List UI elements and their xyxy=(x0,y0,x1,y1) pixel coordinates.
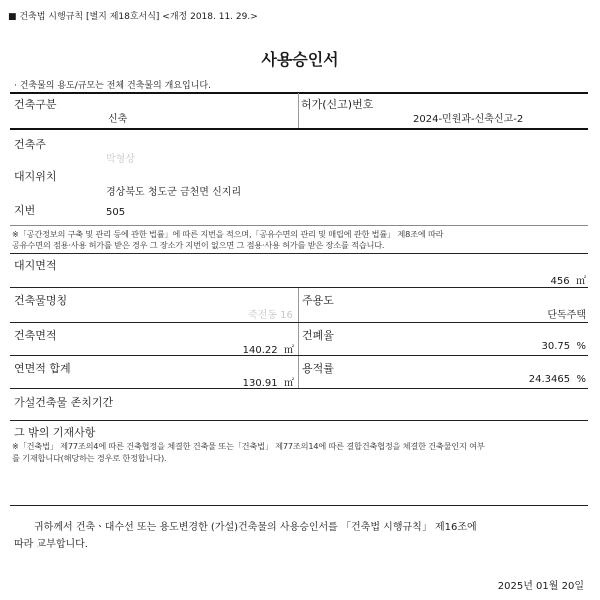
lot-number-value: 505 xyxy=(106,207,126,218)
site-location-label: 대지위치 xyxy=(14,170,57,183)
issue-date: 2025년 01월 20일 xyxy=(497,581,584,592)
site-location-part: 경상북도 청도군 금천면 신지리 xyxy=(106,187,242,198)
building-area-label: 건축면적 xyxy=(14,329,57,342)
total-floor-area-label: 연면적 합계 xyxy=(14,362,71,375)
divider-before-notes xyxy=(10,420,588,421)
permit-number-label: 허가(신고)번호 xyxy=(301,98,374,111)
statement-line2: 따라 교부합니다. xyxy=(14,539,88,550)
total-floor-area-value xyxy=(200,374,294,389)
floor-area-ratio-number: 24.3465 xyxy=(528,374,571,385)
coverage-ratio-unit: % xyxy=(576,341,586,352)
lot-number-label: 지번 xyxy=(14,204,36,217)
intro-note: · 건축물의 용도/규모는 전체 건축물의 개요입니다. xyxy=(14,81,211,91)
row-name-divider xyxy=(298,288,299,322)
site-area-unit: ㎡ xyxy=(576,276,586,287)
row1-divider xyxy=(298,93,299,128)
divider-after-site-area xyxy=(10,287,588,288)
row-area-divider xyxy=(298,323,299,355)
statement-line1: 귀하께서 건축ㆍ대수선 또는 용도변경한 (가설)건축물의 사용승인서를 「건축법 시행규칙」 제16조에 xyxy=(34,522,477,533)
temporary-period-label: 가설건축물 존치기간 xyxy=(14,396,114,409)
building-name-value: 죽전동 16 xyxy=(248,310,293,321)
other-notes-label: 그 밖의 기재사항 xyxy=(14,426,96,439)
site-area-label: 대지면적 xyxy=(14,259,57,272)
building-area-value xyxy=(200,341,294,356)
divider-after-floor xyxy=(10,388,588,389)
lot-note-line1: ※「공간정보의 구축 및 관리 등에 관한 법률」에 따른 지번을 적으며,「공유수면의 관리 및 매립에 관한 법률」 제8조에 따라 xyxy=(12,229,444,239)
divider-after-lot-note xyxy=(10,253,588,254)
form-reference: ■ 건축법 시행규칙 [별지 제18호서식] <개정 2018. 11. 29.> xyxy=(8,12,258,22)
row-floor-divider xyxy=(298,356,299,388)
floor-area-ratio-unit: % xyxy=(576,374,586,385)
coverage-ratio-label: 건폐율 xyxy=(302,329,334,342)
building-area-unit: ㎡ xyxy=(284,345,294,356)
other-note-line2: 를 기재합니다(해당하는 경우로 한정합니다). xyxy=(12,453,167,463)
building-name-label: 건축물명칭 xyxy=(14,294,68,307)
lot-note-line2: 공유수면의 점용·사용 허가를 받은 경우 그 장소가 지번이 없으면 그 점용·사용 허가를 받은 장소를 적습니다. xyxy=(12,240,385,250)
top-border xyxy=(10,92,588,94)
main-use-label: 주용도 xyxy=(302,294,334,307)
building-class-value: 신축 xyxy=(108,114,128,125)
building-class-label: 건축구분 xyxy=(14,98,57,111)
divider-before-statement xyxy=(10,505,588,506)
main-use-value: 단독주택 xyxy=(547,310,586,321)
permit-number-value: 2024-민원과-신축신고-2 xyxy=(413,114,524,125)
divider-after-row1 xyxy=(10,128,588,130)
divider-after-area xyxy=(10,355,588,356)
owner-label: 건축주 xyxy=(14,138,46,151)
owner-value: 박형상 xyxy=(106,154,135,165)
site-area-number: 456 xyxy=(550,276,570,287)
total-floor-area-unit: ㎡ xyxy=(284,378,294,389)
floor-area-ratio-label: 용적률 xyxy=(302,362,334,375)
coverage-ratio-number: 30.75 xyxy=(541,341,571,352)
floor-area-ratio-value xyxy=(529,374,586,385)
total-floor-area-number: 130.91 xyxy=(242,378,278,389)
document-title: 사용승인서 xyxy=(261,50,339,69)
divider-after-name xyxy=(10,322,588,323)
site-location-value xyxy=(106,183,241,198)
building-area-number: 140.22 xyxy=(242,345,278,356)
coverage-ratio-value xyxy=(541,341,586,352)
other-note-line1: ※「건축법」 제77조의4에 따른 건축협정을 체결한 건축물 또는「건축법」 제77조의14에 따른 결합건축협정을 체결한 건축물인지 여부 xyxy=(12,441,485,451)
divider-before-lot-note xyxy=(10,225,588,226)
site-area-value xyxy=(551,272,586,287)
